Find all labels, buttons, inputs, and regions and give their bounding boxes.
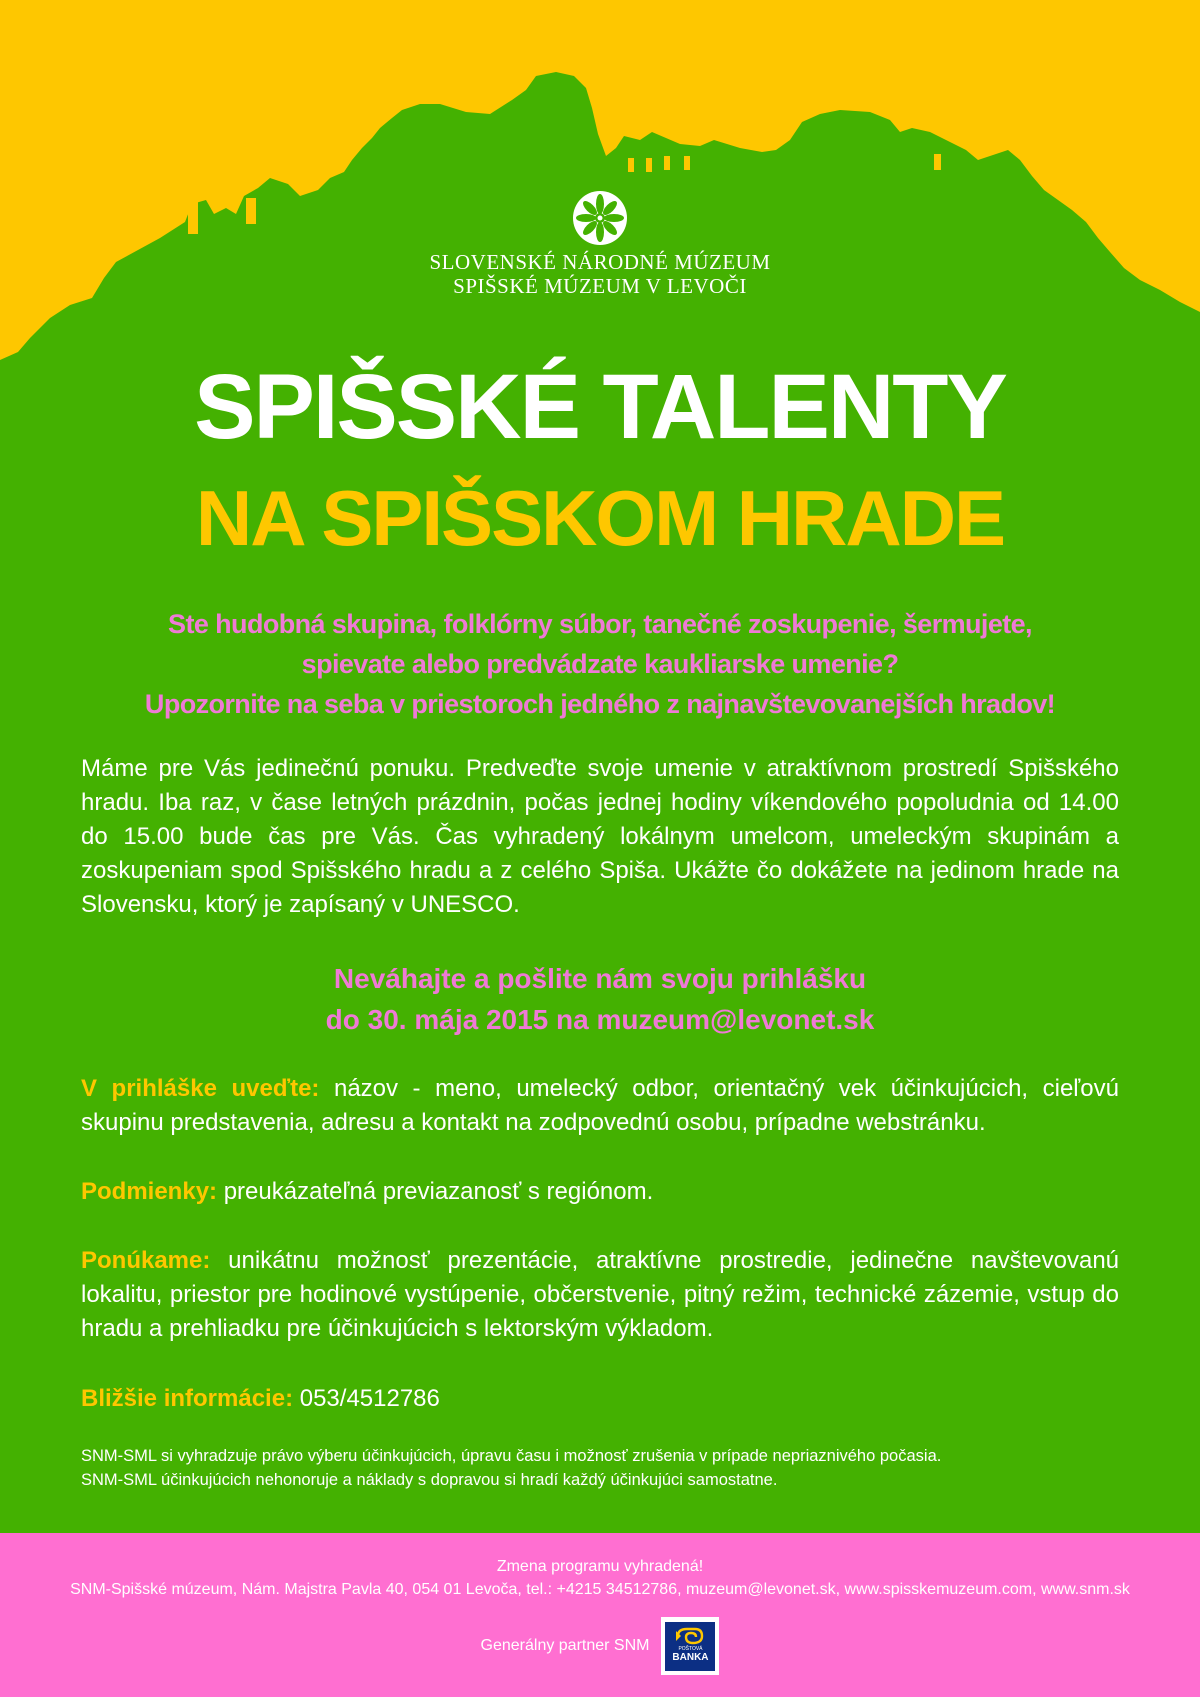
conditions-label: Podmienky: — [81, 1178, 218, 1205]
info-phone: 053/4512786 — [299, 1385, 440, 1412]
headline-title: SPIŠSKÉ TALENTY — [194, 356, 1006, 458]
headline-subtitle: NA SPIŠSKOM HRADE — [195, 474, 1005, 562]
info-label: Bližšie informácie: — [81, 1385, 294, 1412]
post-horn-icon — [675, 1627, 705, 1645]
offering-text: unikátnu možnosť prezentácie, atraktívne prostredie, jedinečne navštevovanú lokalitu, priestor pre hodinové vystúpenie, občerstvenie, pitný režim, technické zázemie, vstup do hradu a prehliadku pre účinkujúcich s lektorským výkladom. — [81, 1247, 1120, 1342]
disclaimer-line-1: SNM-SML si vyhradzuje právo výberu účinkujúcich, úpravu času i možnosť zrušenia v prípade nepriaznivého počasia. — [81, 1447, 942, 1465]
offering-label: Ponúkame: — [81, 1247, 211, 1274]
footer-note: Zmena programu vyhradená! — [496, 1558, 704, 1575]
application-label: V prihláške uveďte: — [81, 1075, 320, 1102]
call-to-action — [0, 958, 1200, 1040]
postova-banka-logo — [661, 1617, 719, 1675]
partner-label: Generálny partner SNM — [480, 1637, 650, 1654]
museum-logo — [0, 190, 1200, 298]
intro-line-3: Upozornite na seba v priestoroch jedného z najnavštevovanejších hradov! — [144, 689, 1056, 719]
offering-paragraph — [81, 1244, 1119, 1346]
application-text: názov - meno, umelecký odbor, orientačný vek účinkujúcich, cieľovú skupinu predstavenia, adresu a kontakt na zodpovednú osobu, prípadne webstránku. — [81, 1075, 1119, 1136]
museum-branch: SPIŠSKÉ MÚZEUM V LEVOČI — [453, 274, 747, 298]
conditions-paragraph — [81, 1175, 1119, 1209]
footer — [0, 1533, 1200, 1697]
partner-row — [0, 1617, 1200, 1675]
disclaimer — [81, 1444, 1131, 1492]
conditions-text: preukázateľná previazanosť s regiónom. — [223, 1178, 654, 1205]
cta-line-1: Neváhajte a pošlite nám svoju prihlášku — [333, 963, 867, 994]
cta-line-2: do 30. mája 2015 na muzeum@levonet.sk — [325, 1004, 875, 1035]
intro-question — [40, 604, 1160, 724]
bank-name: BANKA — [672, 1651, 709, 1663]
disclaimer-line-2: SNM-SML účinkujúcich nehonoruje a náklady s dopravou si hradí každý účinkujúci samostatne. — [81, 1471, 778, 1489]
bank-small-text: POŠTOVÁ — [678, 1645, 703, 1652]
application-paragraph — [81, 1072, 1119, 1140]
snm-flower-logo-icon — [572, 190, 628, 246]
info-paragraph — [81, 1382, 1119, 1416]
museum-name: SLOVENSKÉ NÁRODNÉ MÚZEUM — [429, 250, 771, 274]
intro-line-2: spievate alebo predvádzate kaukliarske umenie? — [301, 649, 899, 679]
intro-line-1: Ste hudobná skupina, folklórny súbor, tanečné zoskupenie, šermujete, — [168, 609, 1032, 639]
footer-address: SNM-Spišské múzeum, Nám. Majstra Pavla 40, 054 01 Levoča, tel.: +4215 34512786, muzeum@levonet.sk, www.spisskemuzeum.com, www.snm.sk — [70, 1581, 1130, 1598]
offer-paragraph: Máme pre Vás jedinečnú ponuku. Predveďte svoje umenie v atraktívnom prostredí Spišského hradu. Iba raz, v čase letných prázdnin, počas jednej hodiny víkendového popoludnia od 14.00 do 15.00 bude čas pre Vás. Čas vyhradený lokálnym umelcom, umeleckým skupinám a zoskupeniam spod Spišského hradu a z celého Spiša. Ukážte čo dokážete na jedinom hrade na Slovensku, ktorý je zapísaný v UNESCO. — [81, 755, 1119, 918]
